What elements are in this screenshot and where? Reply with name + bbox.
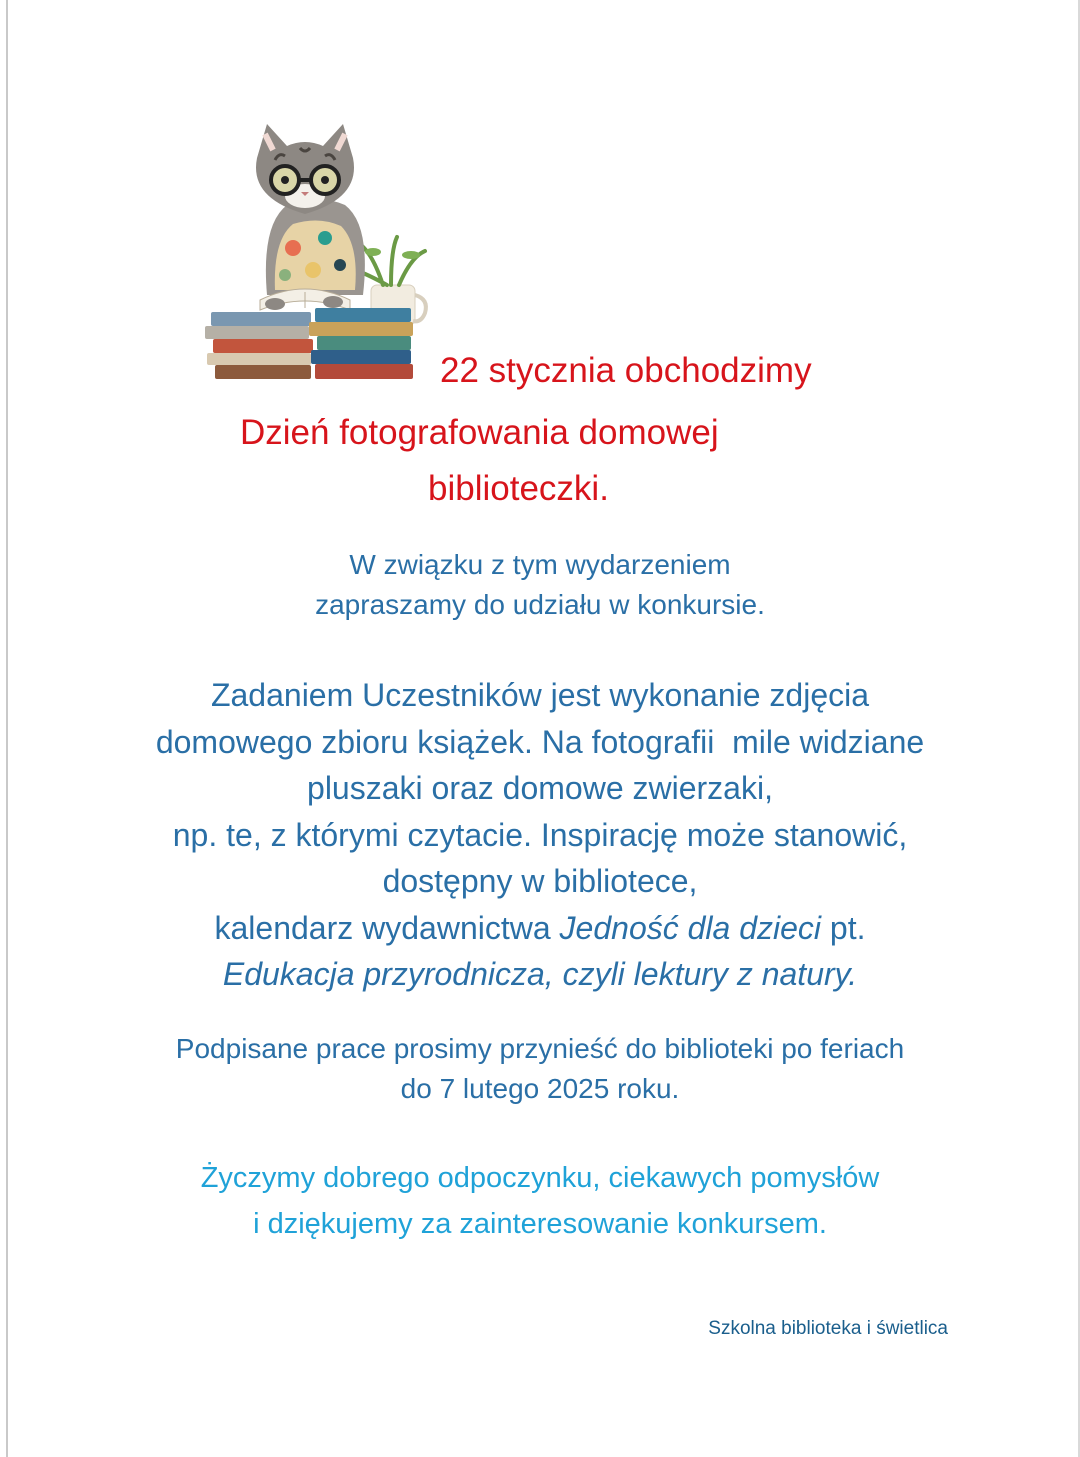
task-line-1: Zadaniem Uczestników jest wykonanie zdjęcia [210, 677, 870, 713]
wishes-line-2: i dziękujemy za zainteresowanie konkursem. [253, 1208, 827, 1240]
task-paragraph [0, 672, 1080, 998]
cat-with-books-icon [205, 120, 435, 385]
calendar-publisher-title: Jedność dla dzieci [559, 909, 822, 946]
book-stack-right-icon [309, 308, 413, 379]
headline-line-1: 22 stycznia obchodzimy [440, 351, 812, 390]
task-line-4: np. te, z którymi czytacie. Inspirację może stanowić, [172, 816, 908, 853]
task-line-2: domowego zbioru książek. Na fotografii mile widziane [155, 723, 925, 760]
signature: Szkolna biblioteka i świetlica [708, 1318, 948, 1339]
task-line-6-suffix: pt. [821, 909, 866, 946]
task-line-3: pluszaki oraz domowe zwierzaki, [307, 770, 773, 806]
wishes-line-1: Życzymy dobrego odpoczynku, ciekawych pomysłów [200, 1162, 880, 1194]
intro-line-2: zapraszamy do udziału w konkursie. [315, 589, 765, 620]
deadline-paragraph [0, 1029, 1080, 1109]
deadline-line-2: do 7 lutego 2025 roku. [400, 1073, 680, 1104]
headline-line-2: Dzień fotografowania domowej [240, 413, 719, 452]
task-line-5: dostępny w bibliotece, [382, 863, 698, 899]
book-stack-left-icon [205, 312, 313, 379]
wishes-paragraph [0, 1155, 1080, 1247]
deadline-line-1: Podpisane prace prosimy przynieść do biblioteki po feriach [175, 1033, 905, 1064]
task-line-6-prefix: kalendarz wydawnictwa [214, 909, 560, 946]
calendar-title: Edukacja przyrodnicza, czyli lektury z natury. [222, 956, 858, 992]
intro-line-1: W związku z tym wydarzeniem [349, 549, 731, 580]
headline-line-3: biblioteczki. [428, 469, 609, 508]
cat-icon [256, 124, 365, 295]
task-line-6 [0, 905, 1080, 952]
intro-paragraph [0, 545, 1080, 625]
